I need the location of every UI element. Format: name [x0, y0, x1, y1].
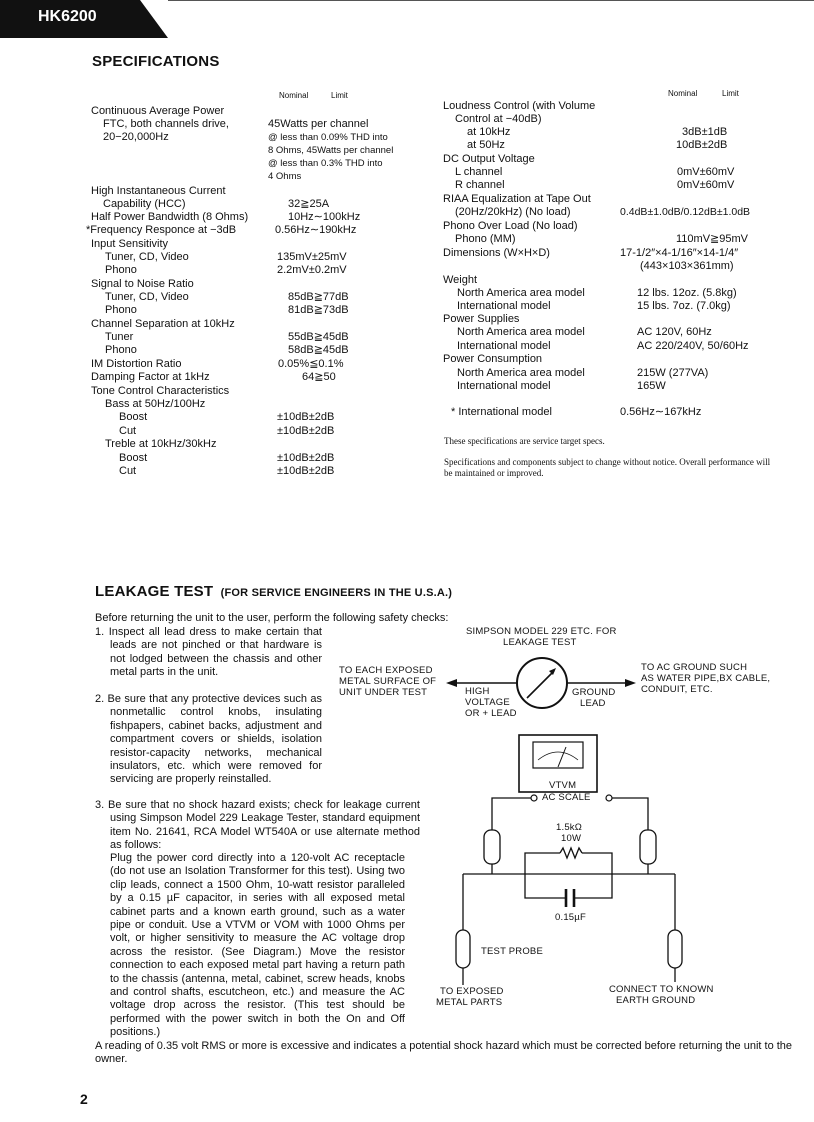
- test-probe: [456, 930, 470, 968]
- spec-label: High Instantaneous Current: [91, 185, 226, 197]
- leakage-intro: Before returning the unit to the user, perform the following safety checks:: [95, 612, 449, 624]
- simpson-label: LEAKAGE TEST: [503, 637, 577, 648]
- vtvm-terminal-left: [531, 795, 537, 801]
- high-lead-label: VOLTAGE: [465, 697, 510, 708]
- spec-label: Boost: [119, 411, 148, 423]
- left-col-nominal: Nominal: [279, 91, 309, 100]
- spec-label: Treble at 10kHz/30kHz: [105, 438, 217, 450]
- right-col-limit: Limit: [722, 89, 739, 98]
- spec-value: 135mV±25mV: [277, 251, 347, 263]
- meter-circle: [517, 658, 567, 708]
- spec-value: 45Watts per channel: [268, 118, 369, 130]
- simpson-label: SIMPSON MODEL 229 ETC. FOR: [466, 626, 617, 637]
- right-target-label: AS WATER PIPE,BX CABLE,: [641, 673, 771, 684]
- spec-label: North America area model: [457, 287, 585, 299]
- power-note: 8 Ohms, 45Watts per channel: [268, 145, 394, 156]
- spec-label: Phono (MM): [455, 233, 516, 245]
- page-number: 2: [80, 1091, 88, 1107]
- leakage-warning: A reading of 0.35 volt RMS or more is excessive and indicates a potential shock hazard which must be corrected before returning the unit to the owner.: [95, 1040, 793, 1066]
- spec-label: Tone Control Characteristics: [91, 385, 230, 397]
- capacitor-wire-right: [574, 874, 612, 898]
- spec-value: 85dB≧77dB: [288, 291, 349, 303]
- spec-value: 0.4dB±1.0dB/0.12dB±1.0dB: [620, 206, 751, 218]
- spec-label: Phono: [105, 304, 137, 316]
- spec-value: ±10dB±2dB: [277, 425, 335, 437]
- leakage-item-2: 2. Be sure that any protective devices such as nonmetallic control knobs, insulating fishpapers, cabinet backs, adjustment and compartment covers or shields, isolation resistor-capacity networks, mechanical insulators, etc. which were removed for servicing are properly reinstalled.: [95, 693, 322, 786]
- spec-label: 20−20,000Hz: [103, 131, 169, 143]
- spec-label: Loudness Control (with Volume: [443, 100, 596, 112]
- spec-value: 2.2mV±0.2mV: [277, 264, 347, 276]
- spec-label: at 50Hz: [467, 139, 505, 151]
- spec-value: ±10dB±2dB: [277, 411, 335, 423]
- leakage-title-main: LEAKAGE TEST: [95, 583, 214, 600]
- spec-value: 110mV≧95mV: [676, 233, 748, 245]
- spec-value: 0mV±60mV: [677, 179, 735, 191]
- spec-label: Cut: [119, 465, 137, 477]
- spec-label: Tuner, CD, Video: [105, 251, 189, 263]
- spec-value: 81dB≧73dB: [288, 304, 349, 316]
- leakage-procedure: Plug the power cord directly into a 120-volt AC receptacle (do not use an Isolation Transformer for this test). Using two clip leads, connect a 1500 Ohm, 10-watt resistor paralleled by a 0.15 µF capacitor, in series with all exposed metal cabinet parts and a known earth ground, such as a water pipe or conduit. Use a VTVM or VOM with 1000 Ohms per volt, or higher sensitivity to measure the AC voltage drop across the resistor. (See Diagram.) Move the resistor connection to each exposed metal part having a return path to the chassis (antenna, metal, cabinet, screw heads, knobs and control shafts, escutcheon, etc.) and measure the AC voltage drop across the resistor. (This test should be performed with the power switch in both the On and Off positions.): [110, 852, 405, 1039]
- left-arrow-head: [446, 679, 457, 687]
- intl-note-value: 0.56Hz∼167kHz: [620, 406, 702, 418]
- spec-label: at 10kHz: [467, 126, 511, 138]
- spec-label: Continuous Average Power: [91, 105, 225, 117]
- right-clip: [640, 830, 656, 864]
- spec-label: Dimensions (W×H×D): [443, 247, 550, 259]
- spec-label: Cut: [119, 425, 137, 437]
- resistor-wire-right: [582, 853, 612, 874]
- ground-probe: [668, 930, 682, 968]
- capacitor-wire-left: [525, 874, 566, 898]
- spec-value: 215W (277VA): [637, 367, 709, 379]
- spec-value: AC 120V, 60Hz: [637, 326, 712, 338]
- leakage-item-1: 1. Inspect all lead dress to make certain that leads are not pinched or that hardware is not lodged between the chassis and other metal parts in the unit.: [95, 626, 322, 679]
- vtvm-pointer: [558, 747, 566, 767]
- meter-needle: [527, 671, 554, 698]
- spec-label: Damping Factor at 1kHz: [91, 371, 210, 383]
- spec-value: 64≧50: [302, 371, 336, 383]
- spec-label: Capability (HCC): [103, 198, 186, 210]
- spec-label: Channel Separation at 10kHz: [91, 318, 235, 330]
- spec-value: 165W: [637, 380, 666, 392]
- spec-label: RIAA Equalization at Tape Out: [443, 193, 591, 205]
- exposed-parts-label: TO EXPOSED: [440, 986, 504, 997]
- vtvm-terminal-right: [606, 795, 612, 801]
- spec-label: Boost: [119, 452, 148, 464]
- right-wire-top: [612, 798, 648, 830]
- spec-label: Phono Over Load (No load): [443, 220, 578, 232]
- spec-label: International model: [457, 300, 551, 312]
- test-probe-label: TEST PROBE: [481, 946, 544, 957]
- high-lead-label: HIGH: [465, 686, 490, 697]
- power-note: @ less than 0.3% THD into: [268, 158, 383, 169]
- right-target-label: TO AC GROUND SUCH: [641, 662, 748, 673]
- spec-label: Control at −40dB): [455, 113, 542, 125]
- resistor-label: 1.5kΩ: [556, 822, 583, 833]
- left-col-limit: Limit: [331, 91, 348, 100]
- capacitor-label: 0.15µF: [555, 912, 586, 923]
- spec-value: 0mV±60mV: [677, 166, 735, 178]
- spec-label: Phono: [105, 264, 137, 276]
- spec-value: 58dB≧45dB: [288, 344, 349, 356]
- left-target-label: UNIT UNDER TEST: [339, 687, 428, 698]
- spec-value: (443×103×361mm): [640, 260, 734, 272]
- spec-value: 12 lbs. 12oz. (5.8kg): [637, 287, 737, 299]
- target-note: These specifications are service target specs.: [444, 436, 605, 446]
- spec-value: 55dB≧45dB: [288, 331, 349, 343]
- resistor-symbol: [560, 848, 582, 858]
- spec-value: ±10dB±2dB: [277, 452, 335, 464]
- spec-label: IM Distortion Ratio: [91, 358, 182, 370]
- spec-value: AC 220/240V, 50/60Hz: [637, 340, 749, 352]
- ground-lead-label: GROUND: [572, 687, 616, 698]
- spec-label: (20Hz/20kHz) (No load): [455, 206, 571, 218]
- spec-label: Power Consumption: [443, 353, 543, 365]
- spec-label: FTC, both channels drive,: [103, 118, 229, 130]
- earth-ground-label: EARTH GROUND: [616, 995, 696, 1006]
- top-rule: [168, 0, 814, 1]
- spec-value: 3dB±1dB: [682, 126, 728, 138]
- spec-label: Signal to Noise Ratio: [91, 278, 194, 290]
- spec-value: 0.56Hz∼190kHz: [275, 224, 357, 236]
- leakage-subtitle: (FOR SERVICE ENGINEERS IN THE U.S.A.): [220, 587, 453, 599]
- spec-label: Input Sensitivity: [91, 238, 169, 250]
- spec-label: International model: [457, 380, 551, 392]
- ac-scale-label: AC SCALE: [542, 792, 591, 803]
- leakage-title: [95, 583, 452, 600]
- spec-label: North America area model: [457, 367, 585, 379]
- spec-label: Power Supplies: [443, 313, 520, 325]
- spec-label: R channel: [455, 179, 505, 191]
- spec-label: Half Power Bandwidth (8 Ohms): [91, 211, 249, 223]
- spec-value: 15 lbs. 7oz. (7.0kg): [637, 300, 731, 312]
- intl-note-label: * International model: [451, 406, 552, 418]
- specifications-title: SPECIFICATIONS: [92, 53, 220, 70]
- leakage-item-3: 3. Be sure that no shock hazard exists; check for leakage current using Simpson Model 229 Leakage Tester, standard equipment item No. 21641, RCA Model WT540A or use alternate method as follows:: [95, 799, 420, 852]
- right-target-label: CONDUIT, ETC.: [641, 684, 713, 695]
- change-note: Specifications and components subject to change without notice. Overall performance will be maintained or improved.: [444, 457, 771, 478]
- spec-label: DC Output Voltage: [443, 153, 535, 165]
- left-wire-top: [492, 798, 531, 830]
- left-target-label: TO EACH EXPOSED: [339, 665, 433, 676]
- spec-label: Tuner: [105, 331, 134, 343]
- spec-value: 17-1/2″×4-1/16″×14-1/4″: [620, 247, 739, 259]
- power-note: 4 Ohms: [268, 171, 302, 182]
- spec-label: North America area model: [457, 326, 585, 338]
- spec-label: Bass at 50Hz/100Hz: [105, 398, 206, 410]
- vtvm-display: [533, 742, 583, 768]
- spec-value: 10Hz∼100kHz: [288, 211, 361, 223]
- spec-value: ±10dB±2dB: [277, 465, 335, 477]
- spec-value: 0.05%≦0.1%: [278, 358, 344, 370]
- meter-needle-head: [549, 668, 556, 675]
- spec-label: Phono: [105, 344, 137, 356]
- earth-ground-label: CONNECT TO KNOWN: [609, 984, 714, 995]
- high-lead-label: OR + LEAD: [465, 708, 517, 719]
- model-number: HK6200: [38, 8, 97, 25]
- ground-lead-label: LEAD: [580, 698, 606, 709]
- left-clip: [484, 830, 500, 864]
- power-note: @ less than 0.09% THD into: [268, 132, 388, 143]
- spec-label: Weight: [443, 274, 478, 286]
- spec-label: International model: [457, 340, 551, 352]
- exposed-parts-label: METAL PARTS: [436, 997, 503, 1008]
- spec-value: 10dB±2dB: [676, 139, 728, 151]
- right-col-nominal: Nominal: [668, 89, 698, 98]
- spec-value: 32≧25A: [288, 198, 330, 210]
- spec-label: L channel: [455, 166, 503, 178]
- left-target-label: METAL SURFACE OF: [339, 676, 437, 687]
- resistor-label: 10W: [561, 833, 582, 844]
- spec-label: Tuner, CD, Video: [105, 291, 189, 303]
- right-arrow-head: [625, 679, 636, 687]
- resistor-wire-left: [525, 853, 560, 874]
- vtvm-label: VTVM: [549, 780, 577, 791]
- spec-label: *Frequency Responce at −3dB: [86, 224, 237, 236]
- vtvm-scale: [538, 752, 578, 760]
